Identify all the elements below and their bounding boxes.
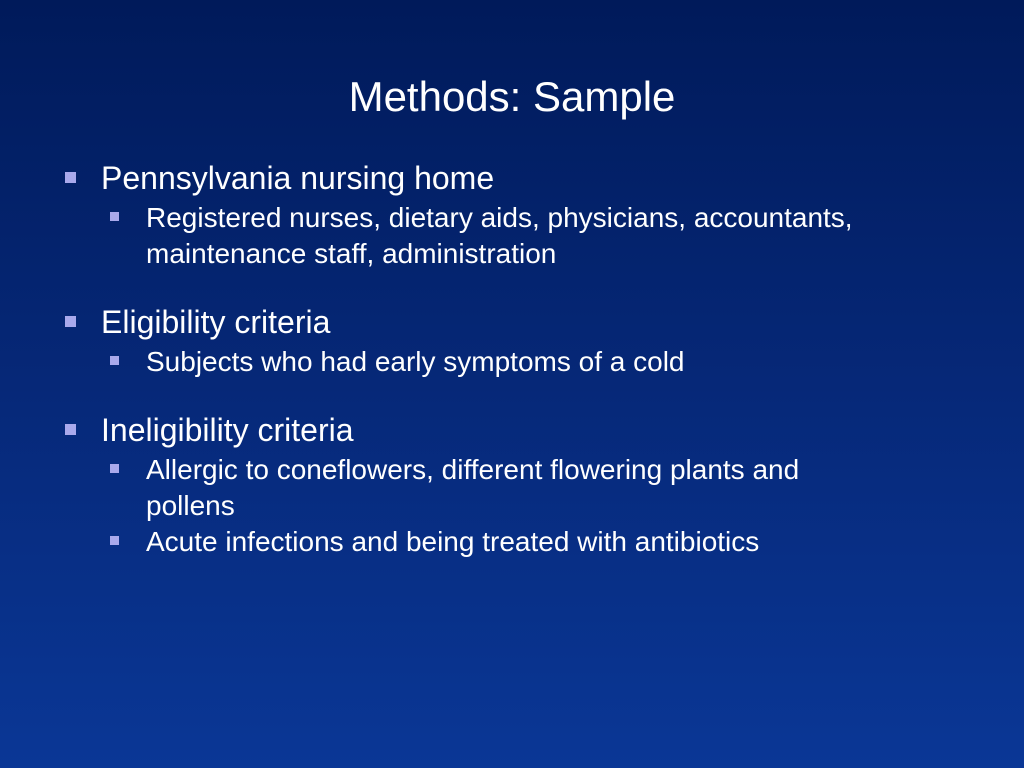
bullet-text: Allergic to coneflowers, different flowering plants and pollens [146, 454, 800, 521]
bullet-text: Eligibility criteria [101, 304, 331, 340]
bullet-level1 [62, 156, 962, 200]
square-bullet-icon [110, 464, 119, 473]
bullet-level1 [62, 408, 962, 452]
square-bullet-icon [65, 424, 76, 435]
bullet-text: Registered nurses, dietary aids, physicians, accountants, maintenance staff, administration [146, 202, 853, 269]
bullet-text: Acute infections and being treated with antibiotics [146, 526, 760, 557]
bullet-text: Subjects who had early symptoms of a cold [146, 346, 685, 377]
section-ineligibility [62, 408, 962, 560]
square-bullet-icon [110, 356, 119, 365]
slide-content [62, 156, 962, 588]
square-bullet-icon [110, 536, 119, 545]
bullet-text: Pennsylvania nursing home [101, 160, 495, 196]
bullet-level2 [107, 200, 962, 272]
slide-title: Methods: Sample [348, 73, 676, 120]
bullet-level1 [62, 300, 962, 344]
bullet-level2 [107, 452, 962, 524]
section-eligibility [62, 300, 962, 380]
square-bullet-icon [65, 172, 76, 183]
bullet-level2 [107, 344, 962, 380]
square-bullet-icon [110, 212, 119, 221]
bullet-text: Ineligibility criteria [101, 412, 354, 448]
section-nursing-home [62, 156, 962, 272]
square-bullet-icon [65, 316, 76, 327]
bullet-level2 [107, 524, 962, 560]
